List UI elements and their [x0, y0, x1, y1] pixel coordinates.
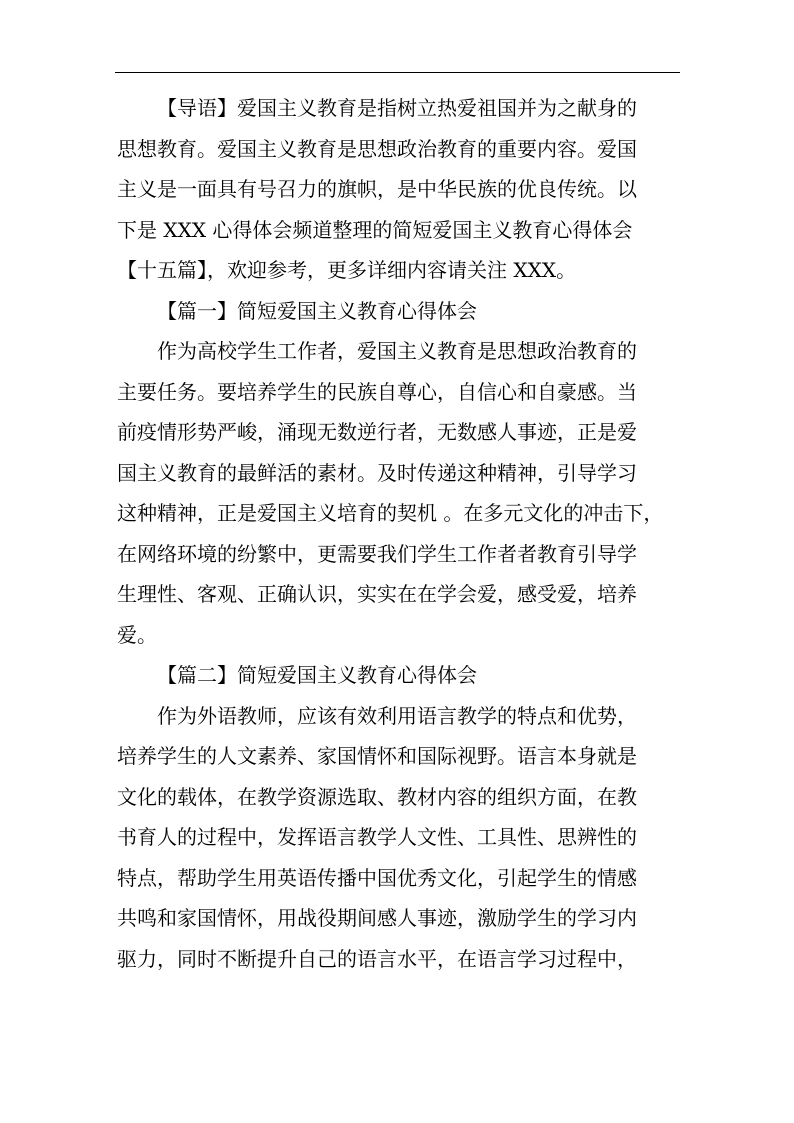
section-two-heading: 【篇二】简短爱国主义教育心得体会	[157, 663, 477, 687]
section-two-line: 文化的载体，在教学资源选取、教材内容的组织方面，在教	[117, 784, 637, 809]
section-two-line: 共鸣和家国情怀，用战役期间感人事迹，激励学生的学习内	[117, 906, 637, 930]
intro-line: 思想教育。爱国主义教育是思想政治教育的重要内容。爱国	[117, 136, 637, 161]
section-two-line: 培养学生的人文素养、家国情怀和国际视野。语言本身就是	[117, 744, 637, 768]
section-one-line: 这种精神，正是爱国主义培育的契机 。在多元文化的冲击下，	[117, 501, 664, 525]
intro-line: 【十五篇】，欢迎参考，更多详细内容请关注 XXX。	[117, 258, 577, 282]
section-one-line: 作为高校学生工作者，爱国主义教育是思想政治教育的	[157, 339, 637, 363]
section-one-line: 国主义教育的最鲜活的素材。及时传递这种精神，引导学习	[117, 460, 637, 485]
section-two	[117, 655, 683, 979]
section-one-line: 前疫情形势严峻，涌现无数逆行者，无数感人事迹，正是爱	[117, 420, 637, 444]
section-one	[117, 291, 683, 656]
section-one-line: 主要任务。要培养学生的民族自尊心，自信心和自豪感。当	[117, 379, 637, 404]
section-one-line: 在网络环境的纷繁中，更需要我们学生工作者者教育引导学	[117, 541, 637, 566]
intro-line: 下是 XXX 心得体会频道整理的简短爱国主义教育心得体会	[117, 217, 633, 242]
document-body	[117, 88, 683, 979]
intro-line: 主义是一面具有号召力的旗帜，是中华民族的优良传统。以	[117, 177, 637, 201]
header-rule	[115, 72, 680, 73]
section-two-line: 特点，帮助学生用英语传播中国优秀文化，引起学生的情感	[117, 865, 637, 890]
section-one-heading: 【篇一】简短爱国主义教育心得体会	[157, 298, 477, 323]
section-two-line: 驱力，同时不断提升自己的语言水平，在语言学习过程中，	[117, 946, 637, 971]
intro-paragraph	[117, 88, 683, 291]
section-one-line: 生理性、客观、正确认识，实实在在学会爱，感受爱，培养	[117, 582, 637, 606]
section-two-line: 书育人的过程中，发挥语言教学人文性、工具性、思辨性的	[117, 825, 637, 849]
section-one-line: 爱。	[117, 622, 157, 647]
section-two-line: 作为外语教师，应该有效利用语言教学的特点和优势，	[157, 703, 637, 728]
intro-line: 【导语】爱国主义教育是指树立热爱祖国并为之献身的	[157, 96, 637, 120]
